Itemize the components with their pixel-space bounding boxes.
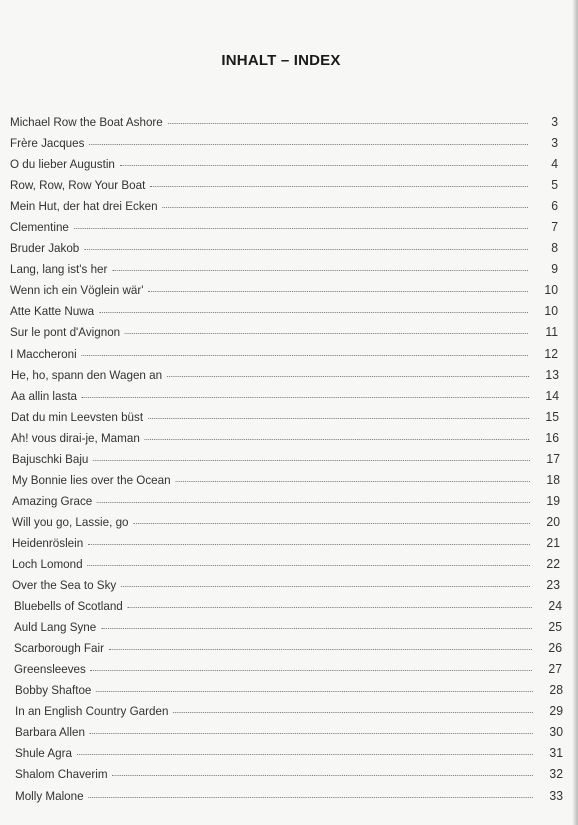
toc-entry-page: 9 <box>551 261 559 277</box>
dot-leader <box>88 789 533 798</box>
dot-leader <box>77 746 533 755</box>
toc-entry-page: 30 <box>549 724 564 740</box>
dot-leader <box>97 494 530 503</box>
dot-leader <box>145 431 529 440</box>
toc-entry <box>12 514 560 535</box>
toc-entry-page: 31 <box>549 745 564 761</box>
toc-entry-title: O du lieber Augustin <box>10 157 115 172</box>
dot-leader <box>91 662 532 671</box>
dot-leader <box>125 325 528 334</box>
toc-entry <box>12 472 560 493</box>
toc-entry <box>10 261 558 282</box>
toc-entry <box>10 282 558 303</box>
toc-entry-title: Molly Malone <box>15 788 84 803</box>
toc-entry-title: Shalom Chaverim <box>15 767 108 782</box>
toc-entry <box>15 682 563 703</box>
toc-entry-page: 14 <box>545 387 560 403</box>
toc-entry-title: Bajuschki Baju <box>12 451 89 466</box>
toc-entry-title: Over the Sea to Sky <box>12 578 117 593</box>
toc-entry-title: Heidenröslein <box>12 535 84 550</box>
toc-entry-title: Sur le pont d'Avignon <box>10 325 121 340</box>
toc-entry-title: Will you go, Lassie, go <box>12 514 129 529</box>
toc-entry-title: Michael Row the Boat Ashore <box>10 115 163 129</box>
toc-entry-page: 7 <box>551 219 559 235</box>
toc-entry-title: Bluebells of Scotland <box>14 599 123 614</box>
toc-entry-page: 29 <box>549 703 564 719</box>
toc-entry <box>11 409 559 430</box>
toc-entry-title: Atte Katte Nuwa <box>10 304 95 319</box>
dot-leader <box>74 220 528 229</box>
dot-leader <box>150 178 528 187</box>
toc-entry <box>12 556 560 577</box>
toc-entry <box>12 493 560 514</box>
toc-entry-page: 22 <box>546 555 561 571</box>
toc-entry-title: Lang, lang ist's her <box>10 262 108 277</box>
toc-entry-title: Frère Jacques <box>10 136 85 151</box>
toc-entry <box>10 198 558 219</box>
toc-entry-title: Ah! vous dirai-je, Maman <box>11 430 140 445</box>
dot-leader <box>148 410 529 419</box>
dot-leader <box>84 241 528 250</box>
toc-entry <box>14 598 562 619</box>
dot-leader <box>148 283 528 292</box>
toc-entry-page: 8 <box>551 240 559 256</box>
toc-entry <box>11 388 559 409</box>
toc-entry-title: Mein Hut, der hat drei Ecken <box>10 199 158 214</box>
dot-leader <box>120 157 528 166</box>
dot-leader <box>90 725 533 734</box>
toc-entry <box>10 135 558 156</box>
toc-entry <box>12 577 560 598</box>
page-title: INHALT – INDEX <box>221 52 341 69</box>
page-edge <box>572 0 578 825</box>
toc-entry-page: 21 <box>546 534 561 550</box>
dot-leader <box>112 767 533 776</box>
dot-leader <box>162 199 528 208</box>
toc-entry-title: In an English Country Garden <box>15 704 169 719</box>
toc-entry <box>15 703 563 724</box>
toc-entry <box>15 766 563 787</box>
dot-leader <box>81 347 528 356</box>
toc-entry <box>11 430 559 451</box>
toc-entry-title: Aa allin lasta <box>11 388 78 403</box>
toc-entry-page: 20 <box>546 513 561 529</box>
toc-entry-page: 28 <box>549 682 564 698</box>
toc-entry <box>10 177 558 198</box>
toc-entry-page: 16 <box>545 429 560 445</box>
toc-entry-title: Wenn ich ein Vöglein wär' <box>10 283 144 298</box>
toc-entry <box>10 303 558 324</box>
dot-leader <box>88 536 530 545</box>
dot-leader <box>89 136 528 145</box>
toc-entry-title: Amazing Grace <box>12 493 93 508</box>
dot-leader <box>101 620 532 629</box>
toc-entry-page: 26 <box>548 640 563 656</box>
toc-entry-title: Row, Row, Row Your Boat <box>10 178 146 193</box>
dot-leader <box>112 262 528 271</box>
toc-entry <box>15 745 563 766</box>
toc-entry-title: Bobby Shaftoe <box>15 683 92 698</box>
dot-leader <box>133 515 530 524</box>
toc-entry-page: 24 <box>548 598 563 614</box>
dot-leader <box>96 683 533 692</box>
toc-entry-page: 6 <box>551 198 559 214</box>
toc-entry <box>10 156 558 177</box>
dot-leader <box>109 641 532 650</box>
toc-entry <box>12 451 560 472</box>
dot-leader <box>127 599 531 608</box>
dot-leader <box>93 452 530 461</box>
toc-entry-page: 17 <box>546 450 561 466</box>
toc-entry <box>15 724 563 745</box>
toc-entry-title: Auld Lang Syne <box>14 620 97 635</box>
toc-entry <box>10 219 558 240</box>
toc-entry-page: 32 <box>549 766 564 782</box>
toc-entry-page: 19 <box>546 492 561 508</box>
toc-entry-page: 13 <box>545 366 560 382</box>
toc-entry-page: 3 <box>551 114 559 129</box>
toc-entry <box>10 324 558 345</box>
toc-entry <box>10 346 558 367</box>
toc-entry <box>10 114 558 135</box>
toc-entry <box>11 367 559 388</box>
toc-entry-page: 27 <box>548 661 563 677</box>
dot-leader <box>99 304 528 313</box>
toc-entry-title: Greensleeves <box>14 662 86 677</box>
toc-entry-title: Bruder Jakob <box>10 241 80 256</box>
toc-entry-page: 23 <box>546 577 561 593</box>
dot-leader <box>87 557 530 566</box>
toc-entry-page: 3 <box>551 135 559 151</box>
toc-entry-page: 11 <box>545 324 559 340</box>
toc-entry <box>12 535 560 556</box>
toc-entry-title: My Bonnie lies over the Ocean <box>12 472 171 487</box>
dot-leader <box>173 704 533 713</box>
dot-leader <box>175 473 530 482</box>
toc-entry-page: 33 <box>549 787 564 803</box>
dot-leader <box>121 578 530 587</box>
table-of-contents <box>10 114 564 809</box>
toc-entry-title: Barbara Allen <box>15 725 85 740</box>
toc-entry-page: 15 <box>545 408 560 424</box>
toc-entry-page: 5 <box>551 177 559 193</box>
toc-entry <box>10 240 558 261</box>
toc-entry-page: 10 <box>544 282 559 298</box>
toc-entry-page: 18 <box>546 471 561 487</box>
toc-entry-page: 4 <box>551 156 559 172</box>
dot-leader <box>82 389 529 398</box>
toc-entry-title: Clementine <box>10 220 69 235</box>
toc-entry <box>15 788 563 809</box>
toc-entry-title: I Maccheroni <box>10 346 77 361</box>
toc-entry <box>14 640 562 661</box>
toc-entry <box>14 661 562 682</box>
toc-entry-title: Loch Lomond <box>12 556 83 571</box>
toc-entry <box>14 619 562 640</box>
toc-entry-title: Dat du min Leevsten büst <box>11 409 144 424</box>
toc-entry-page: 12 <box>544 345 559 361</box>
dot-leader <box>167 368 529 377</box>
toc-entry-page: 10 <box>544 303 559 319</box>
toc-entry-title: He, ho, spann den Wagen an <box>11 367 163 382</box>
toc-entry-title: Shule Agra <box>15 746 72 761</box>
toc-entry-page: 25 <box>548 619 563 635</box>
dot-leader <box>167 115 527 124</box>
toc-entry-title: Scarborough Fair <box>14 641 104 656</box>
